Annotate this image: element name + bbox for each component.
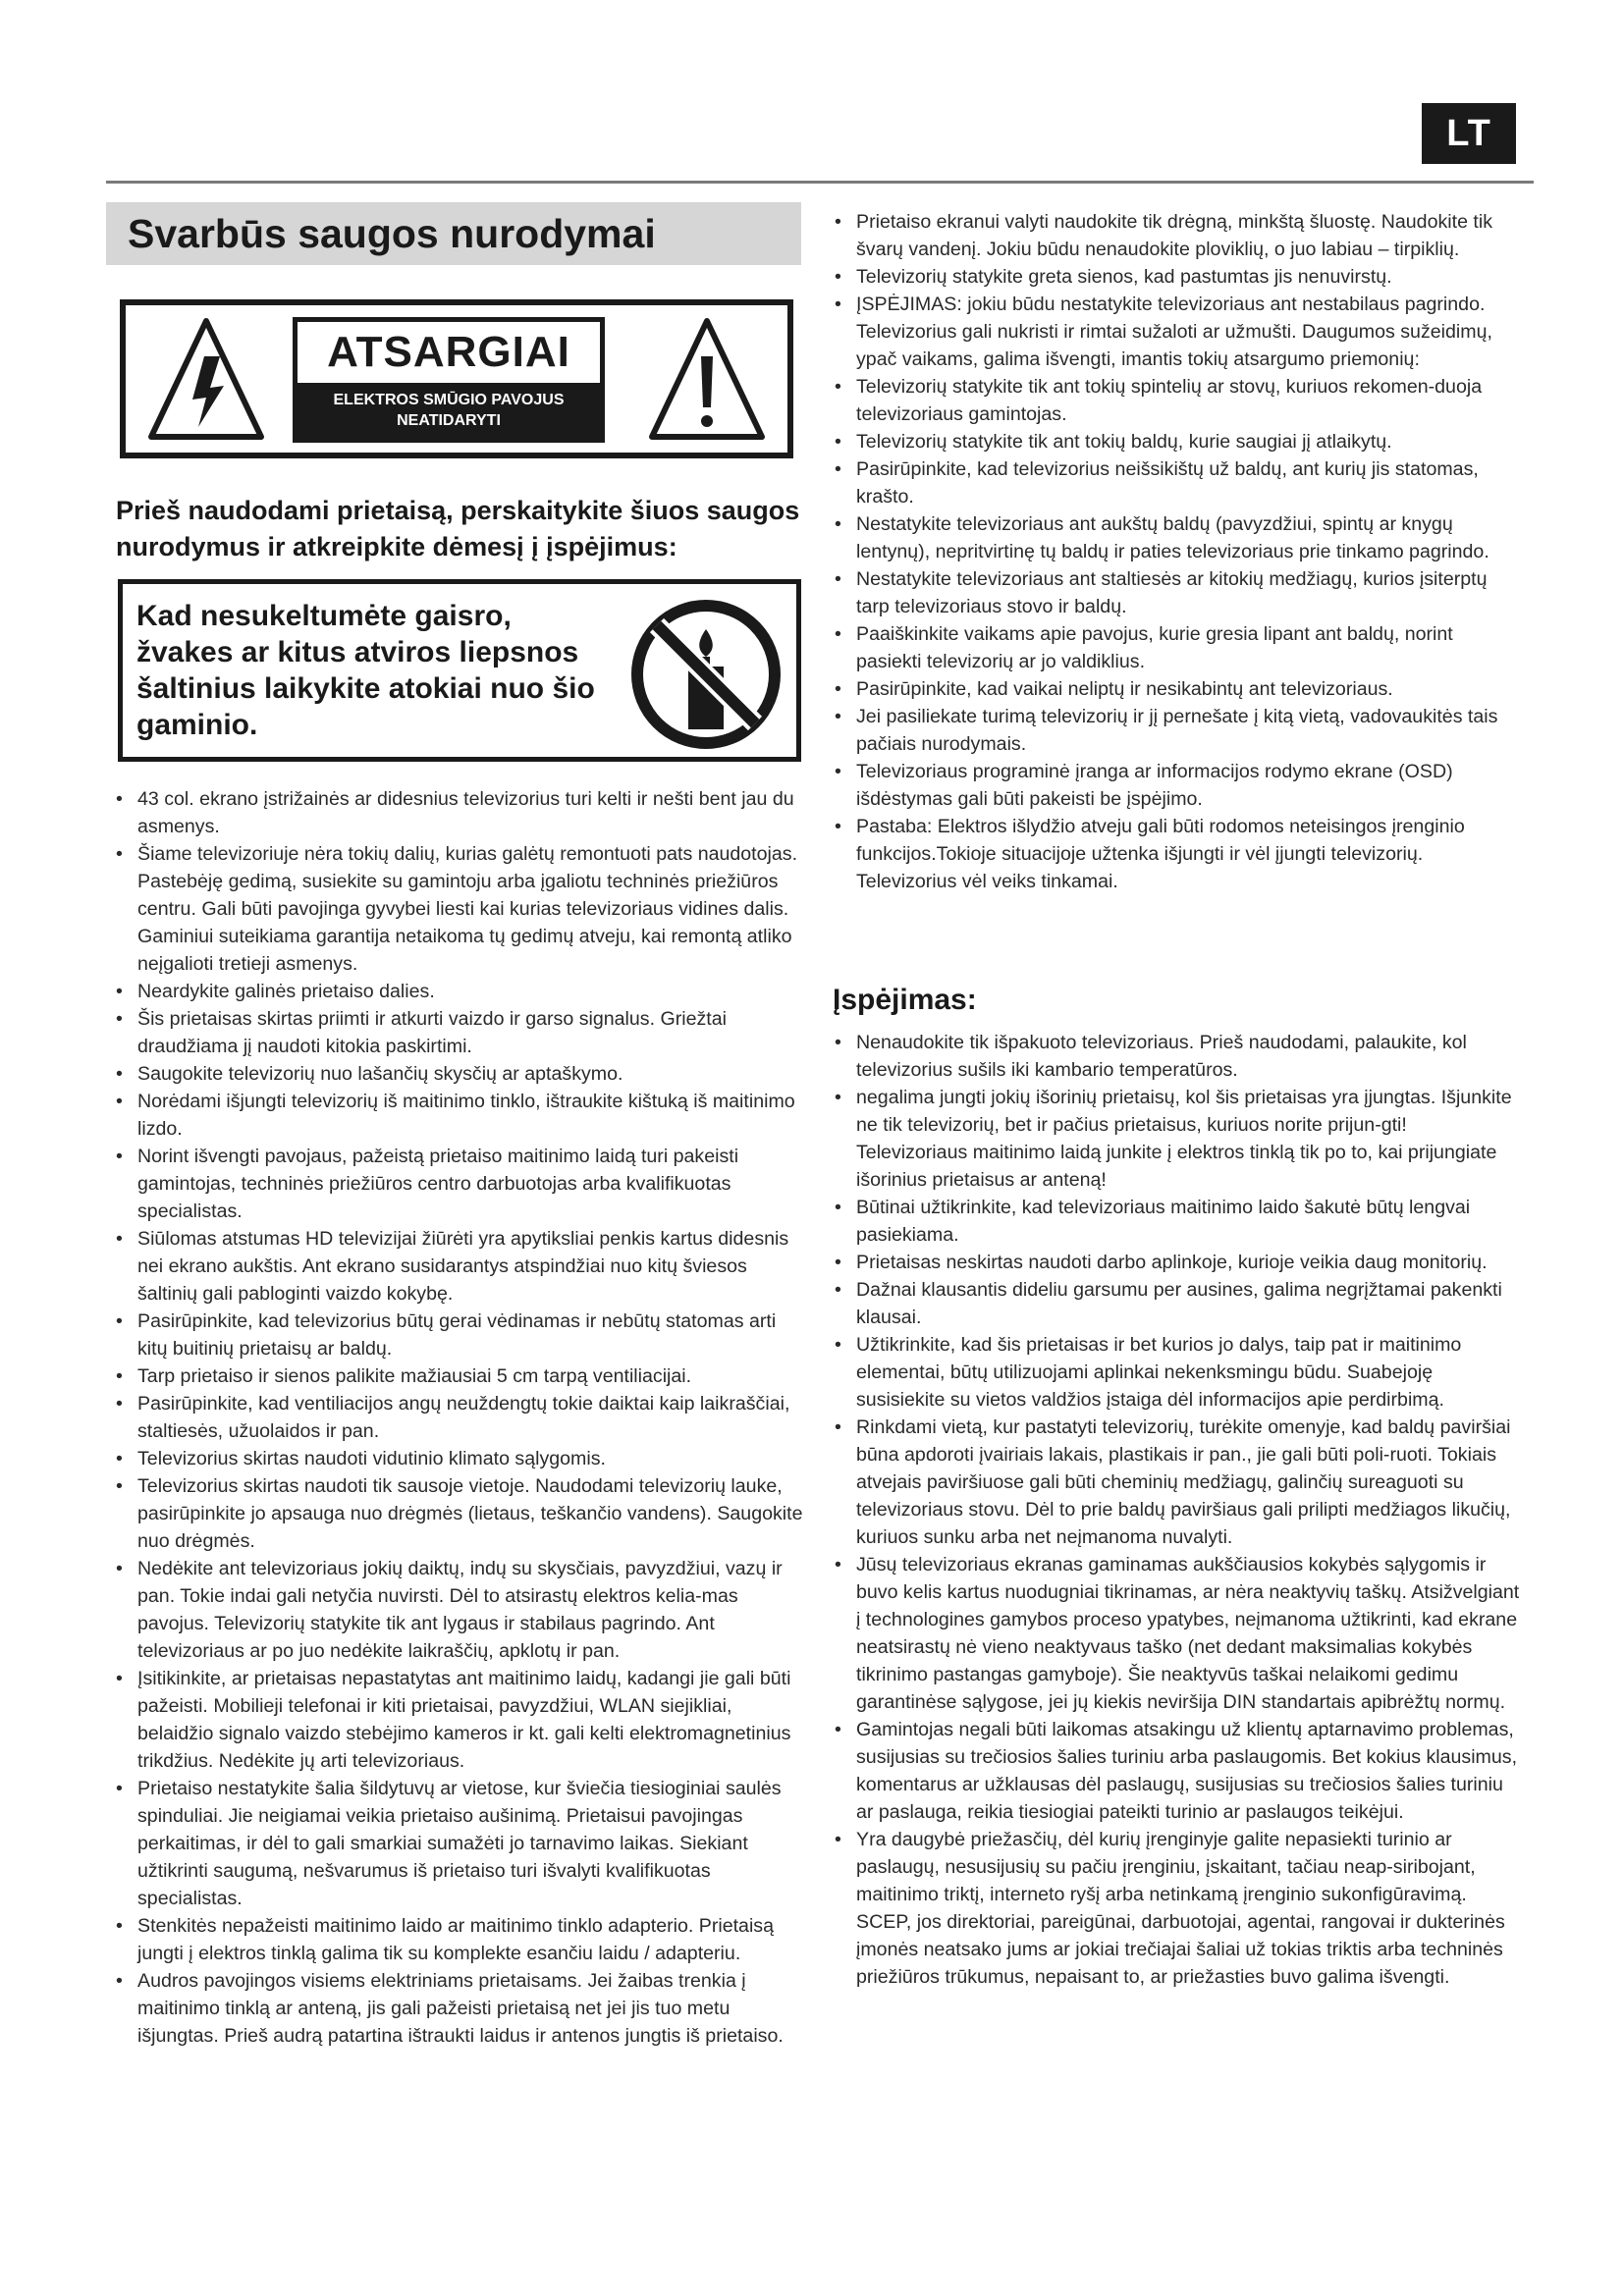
warnings-list	[833, 1029, 1520, 1991]
list-item: • Rinkdami vietą, kur pastatyti televizorių, turėkite omenyje, kad baldų paviršiai būna apdoroti įvairiais lakais, plastikais ir pan., jie gali būti poli-ruoti. Tokiais atvejais paviršiuose gali būti cheminių medžiagų, galinčių sureaguoti su televizoriaus stovu. Dėl to prie baldų paviršiaus gali prilipti medžiagos likučių, kuriuos sunku arba net neįmanoma nuvalyti.	[833, 1414, 1520, 1551]
electric-shock-warning-icon	[145, 315, 267, 443]
list-item: • Neardykite galinės prietaiso dalies.	[114, 978, 809, 1005]
warnings-heading: Įspėjimas:	[833, 984, 977, 1016]
list-item: • Nestatykite televizoriaus ant aukštų baldų (pavyzdžiui, spintų ar knygų lentynų), nepritvirtinę tų baldų ir paties televizoriaus prie tinkamo pagrindo.	[833, 510, 1520, 565]
list-item: • Siūlomas atstumas HD televizijai žiūrėti yra apytiksliai penkis kartus didesnis nei ekrano aukštis. Ant ekrano susidarantys atspindžiai nuo kitų šviesos šaltinių gali pabloginti vaizdo kokybę.	[114, 1225, 809, 1308]
list-item: • Tarp prietaiso ir sienos palikite mažiausiai 5 cm tarpą ventiliacijai.	[114, 1362, 809, 1390]
fire-warning-box	[118, 579, 801, 762]
list-item: • Nenaudokite tik išpakuoto televizoriaus. Prieš naudodami, palaukite, kol televizorius sušils iki kambario temperatūros.	[833, 1029, 1520, 1084]
caution-line-1: ELEKTROS SMŪGIO PAVOJUS	[333, 392, 565, 408]
language-badge: LT	[1422, 103, 1516, 164]
list-item: • Pastaba: Elektros išlydžio atveju gali būti rodomos neteisingos įrenginio funkcijos.Tokioje situacijoje užtenka išjungti ir vėl įjungti televizorių. Televizorius vėl veiks tinkamai.	[833, 813, 1520, 895]
list-item: • Televizorių statykite tik ant tokių spintelių ar stovų, kuriuos rekomen-duoja televizoriaus gamintojas.	[833, 373, 1520, 428]
caution-line-2: NEATIDARYTI	[397, 412, 501, 429]
list-item: • Televizorius skirtas naudoti tik sausoje vietoje. Naudodami televizorių lauke, pasirūpinkite jo apsauga nuo drėgmės (lietaus, teškančio vandens). Saugokite nuo drėgmės.	[114, 1472, 809, 1555]
list-item: • Jei pasiliekate turimą televizorių ir jį pernešate į kitą vietą, vadovaukitės tais pačiais nurodymais.	[833, 703, 1520, 758]
list-item: • Paaiškinkite vaikams apie pavojus, kurie gresia lipant ant baldų, norint pasiekti televizorių ar jo valdiklius.	[833, 620, 1520, 675]
list-item: • Pasirūpinkite, kad vaikai neliptų ir nesikabintų ant televizoriaus.	[833, 675, 1520, 703]
list-item: • ĮSPĖJIMAS: jokiu būdu nestatykite televizoriaus ant nestabilaus pagrindo. Televizorius gali nukristi ir rimtai sužaloti ar užmušti. Daugumos sužeidimų, ypač vaikams, galima išvengti, imantis tokių atsargumo priemonių:	[833, 291, 1520, 373]
left-safety-list	[114, 785, 809, 2050]
list-item: • Norint išvengti pavojaus, pažeistą prietaiso maitinimo laidą turi pakeisti gamintojas, techninės priežiūros centro darbuotojas arba kvalifikuotas specialistas.	[114, 1143, 809, 1225]
list-item: • Audros pavojingos visiems elektriniams prietaisams. Jei žaibas trenkia į maitinimo tinklą ar anteną, jis gali pažeisti prietaisą net jei jis tuo metu išjungtas. Prieš audrą patartina ištraukti laidus ir antenos jungtis iš prietaiso.	[114, 1967, 809, 2050]
list-item: • Užtikrinkite, kad šis prietaisas ir bet kurios jo dalys, taip pat ir maitinimo elementai, būtų utilizuojami aplinkai nekenksmingu būdu. Suabejoję susisiekite su vietos valdžios įstaiga dėl informacijos apie perdirbimą.	[833, 1331, 1520, 1414]
list-item: • Stenkitės nepažeisti maitinimo laido ar maitinimo tinklo adapterio. Prietaisą jungti į elektros tinklą galima tik su komplekte esančiu laidu / adapteriu.	[114, 1912, 809, 1967]
list-item: • Yra daugybė priežasčių, dėl kurių įrenginyje galite nepasiekti turinio ar paslaugų, nesusijusių su pačiu įrenginiu, įskaitant, tačiau neap-siribojant, maitinimo triktį, interneto ryšį arba netinkamą įrenginio sukonfigūravimą. SCEP, jos direktoriai, pareigūnai, darbuotojai, agentai, rangovai ir dukterinės įmonės neatsako jums ar jokiai trečiajai šaliai už tokias triktis arba techninės priežiūros trūkumus, nepaisant to, ar priežasties buvo galima išvengti.	[833, 1826, 1520, 1991]
caution-center-box	[293, 317, 605, 443]
list-item: • Prietaisas neskirtas naudoti darbo aplinkoje, kurioje veikia daug monitorių.	[833, 1249, 1520, 1276]
list-item: • Saugokite televizorių nuo lašančių skysčių ar aptaškymo.	[114, 1060, 809, 1088]
list-item: • negalima jungti jokių išorinių prietaisų, kol šis prietaisas yra įjungtas. Išjunkite ne tik televizorių, bet ir pačius prietaisus, kuriuos norite prijun-gti! Televizoriaus maitinimo laidą junkite į elektros tinklą tik po to, kai prijungiate išorinius prietaisus ar anteną!	[833, 1084, 1520, 1194]
list-item: • Televizorių statykite greta sienos, kad pastumtas jis nenuvirstų.	[833, 263, 1520, 291]
list-item: • Televizorius skirtas naudoti vidutinio klimato sąlygomis.	[114, 1445, 809, 1472]
list-item: • Gamintojas negali būti laikomas atsakingu už klientų aptarnavimo problemas, susijusias su trečiosios šalies turiniu arba paslaugomis. Bet kokius klausimus, komentarus ar užklausas dėl paslaugų, susijusias su trečiosios šalies turiniu ar paslauga, reikia tiesiogiai pateikti turinio ar paslaugos teikėjui.	[833, 1716, 1520, 1826]
title-banner	[106, 202, 801, 265]
list-item: • Pasirūpinkite, kad televizorius būtų gerai vėdinamas ir nebūtų statomas arti kitų buitinių prietaisų ar baldų.	[114, 1308, 809, 1362]
fire-warning-text: Kad nesukeltumėte gaisro, žvakes ar kitus atviros liepsnos šaltinius laikykite atokiai nuo šio gaminio.	[136, 600, 595, 741]
list-item: • Prietaiso nestatykite šalia šildytuvų ar vietose, kur šviečia tiesioginiai saulės spinduliai. Jie neigiamai veikia prietaiso aušinimą. Prietaisui pavojingas perkaitimas, ir dėl to gali smarkiai sumažėti jo tarnavimo laikas. Siekiant užtikrinti saugumą, nešvarumus iš prietaiso turi išvalyti kvalifikuotas specialistas.	[114, 1775, 809, 1912]
exclamation-warning-icon	[646, 315, 768, 443]
list-item: • Būtinai užtikrinkite, kad televizoriaus maitinimo laido šakutė būtų lengvai pasiekiama.	[833, 1194, 1520, 1249]
caution-heading: ATSARGIAI	[327, 328, 570, 376]
list-item: • Įsitikinkite, ar prietaisas nepastatytas ant maitinimo laidų, kadangi jie gali būti pažeisti. Mobilieji telefonai ir kiti prietaisai, pavyzdžiui, WLAN siejikliai, belaidžio signalo vaizdo stebėjimo kameros ir kt. gali kelti elektromagnetinius trikdžius. Nedėkite jų arti televizoriaus.	[114, 1665, 809, 1775]
list-item: • Šis prietaisas skirtas priimti ir atkurti vaizdo ir garso signalus. Griežtai draudžiama jį naudoti kitokia paskirtimi.	[114, 1005, 809, 1060]
list-item: • Pasirūpinkite, kad televizorius neišsikištų už baldų, ant kurių jis statomas, krašto.	[833, 455, 1520, 510]
caution-band	[298, 383, 600, 438]
list-item: • Jūsų televizoriaus ekranas gaminamas aukščiausios kokybės sąlygomis ir buvo kelis kartus nuodugniai tikrinamas, ar nėra neaktyvių taškų. Atsižvelgiant į technologines gamybos proceso ypatybes, neįmanoma užtikrinti, kad ekrane neatsirastų nė vieno neaktyvaus taško (net dedant maksimalias kokybės tikrinimo pastangas gamyboje). Šie neaktyvūs taškai nelaikomi gedimu garantinėse sąlygose, jei jų kiekis neviršija DIN standartais apibrėžtų normų.	[833, 1551, 1520, 1716]
intro-text: Prieš naudodami prietaisą, perskaitykite šiuos saugos nurodymus ir atkreipkite dėmesį į įspėjimus:	[116, 496, 800, 561]
list-item: • Dažnai klausantis dideliu garsumu per ausines, galima negrįžtamai pakenkti klausai.	[833, 1276, 1520, 1331]
no-open-flame-icon	[627, 596, 785, 753]
right-safety-list	[833, 208, 1520, 895]
list-item: • Televizorių statykite tik ant tokių baldų, kurie saugiai jį atlaikytų.	[833, 428, 1520, 455]
list-item: • 43 col. ekrano įstrižainės ar didesnius televizorius turi kelti ir nešti bent jau du asmenys.	[114, 785, 809, 840]
page-title: Svarbūs saugos nurodymai	[128, 210, 656, 256]
list-item: • Prietaiso ekranui valyti naudokite tik drėgną, minkštą šluostę. Naudokite tik švarų vandenį. Jokiu būdu nenaudokite ploviklių, o juo labiau – tirpiklių.	[833, 208, 1520, 263]
list-item: • Šiame televizoriuje nėra tokių dalių, kurias galėtų remontuoti pats naudotojas. Pastebėję gedimą, susiekite su gamintoju arba įgaliotu techninės priežiūros centru. Gali būti pavojinga gyvybei liesti kai kurias televizoriaus vidines dalis. Gaminiui suteikiama garantija netaikoma tų gedimų atveju, kai remontą atliko neįgalioti tretieji asmenys.	[114, 840, 809, 978]
list-item: • Nedėkite ant televizoriaus jokių daiktų, indų su skysčiais, pavyzdžiui, vazų ir pan. Tokie indai gali netyčia nuvirsti. Dėl to atsirastų elektros kelia-mas pavojus. Televizorių statykite tik ant lygaus ir stabilaus pagrindo. Ant televizoriaus ar po juo nedėkite laikraščių, apklotų ir pan.	[114, 1555, 809, 1665]
list-item: • Televizoriaus programinė įranga ar informacijos rodymo ekrane (OSD) išdėstymas gali būti pakeisti be įspėjimo.	[833, 758, 1520, 813]
list-item: • Pasirūpinkite, kad ventiliacijos angų neuždengtų tokie daiktai kaip laikraščiai, staltiesės, užuolaidos ir pan.	[114, 1390, 809, 1445]
top-divider	[106, 181, 1534, 184]
caution-label	[120, 299, 793, 458]
list-item: • Norėdami išjungti televizorių iš maitinimo tinklo, ištraukite kištuką iš maitinimo lizdo.	[114, 1088, 809, 1143]
list-item: • Nestatykite televizoriaus ant staltiesės ar kitokių medžiagų, kurios įsiterptų tarp televizoriaus stovo ir baldų.	[833, 565, 1520, 620]
